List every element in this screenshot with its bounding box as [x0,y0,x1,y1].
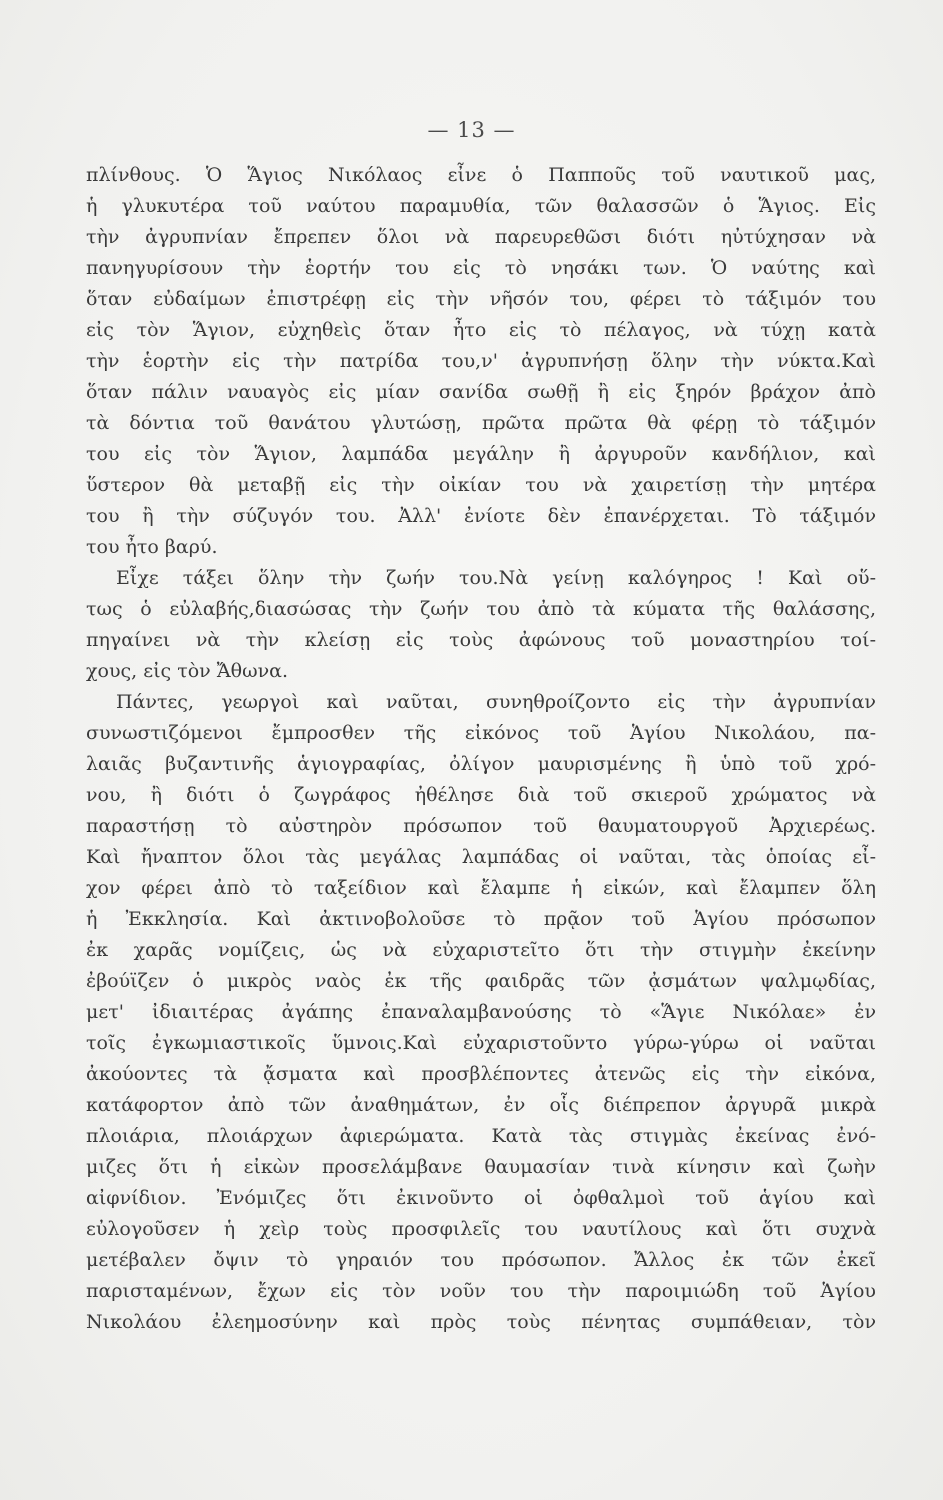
text-line: ἐκ χαρᾶς νομίζεις, ὡς νὰ εὐχαριστεῖτο ὅτι τὴν στιγμὴν ἐκείνην [86,939,876,961]
paragraph-1 [86,160,876,563]
text-line: τὴν ἑορτὴν εἰς τὴν πατρίδα του,ν' ἀγρυπνήσῃ ὅλην τὴν νύκτα.Καὶ [86,350,876,372]
text-line: Καὶ ἤναπτον ὅλοι τὰς μεγάλας λαμπάδας οἱ ναῦται, τὰς ὁποίας εἶ- [86,846,876,868]
text-line: μετέβαλεν ὄψιν τὸ γηραιόν του πρόσωπον. Ἄλλος ἐκ τῶν ἐκεῖ [86,1249,876,1271]
text-line: πηγαίνει νὰ τὴν κλείσῃ εἰς τοὺς ἀφώνους τοῦ μοναστηρίου τοί- [86,629,876,651]
text-line: εὐλογοῦσεν ἡ χεὶρ τοὺς προσφιλεῖς του ναυτίλους καὶ ὅτι συχνὰ [86,1218,876,1240]
text-line: ἡ γλυκυτέρα τοῦ ναύτου παραμυθία, τῶν θαλασσῶν ὁ Ἅγιος. Εἰς [86,195,876,217]
text-line: ὅταν εὐδαίμων ἐπιστρέφῃ εἰς τὴν νῆσόν του, φέρει τὸ τάξιμόν του [86,288,876,310]
text-line: πλοιάρια, πλοιάρχων ἀφιερώματα. Κατὰ τὰς στιγμὰς ἐκείνας ἐνό- [86,1125,876,1147]
text-line: αἰφνίδιον. Ἐνόμιζες ὅτι ἐκινοῦντο οἱ ὀφθαλμοὶ τοῦ ἁγίου καὶ [86,1187,876,1209]
text-line: Νικολάου ἐλεημοσύνην καὶ πρὸς τοὺς πένητας συμπάθειαν, τὸν [86,1311,876,1333]
text-line: Εἶχε τάξει ὅλην τὴν ζωήν του.Νὰ γείνῃ καλόγηρος ! Καὶ οὕ- [116,567,876,589]
text-line: νου, ἢ διότι ὁ ζωγράφος ἠθέλησε διὰ τοῦ σκιεροῦ χρώματος νὰ [86,784,876,806]
text-line: ἐβούϊζεν ὁ μικρὸς ναὸς ἐκ τῆς φαιδρᾶς τῶν ᾀσμάτων ψαλμῳδίας, [86,970,876,992]
text-line: ὕστερον θὰ μεταβῇ εἰς τὴν οἰκίαν του νὰ χαιρετίσῃ τὴν μητέρα [86,474,876,496]
text-line: ἡ Ἐκκλησία. Καὶ ἀκτινοβολοῦσε τὸ πρᾷον τοῦ Ἁγίου πρόσωπον [86,908,876,930]
paragraph-3 [86,687,876,1338]
text-line: παραστήσῃ τὸ αὐστηρὸν πρόσωπον τοῦ θαυματουργοῦ Ἀρχιερέως. [86,815,876,837]
text-line: τοῖς ἐγκωμιαστικοῖς ὕμνοις.Καὶ εὐχαριστοῦντο γύρω-γύρω οἱ ναῦται [86,1032,876,1054]
text-line: πλίνθους. Ὁ Ἅγιος Νικόλαος εἶνε ὁ Παπποῦς τοῦ ναυτικοῦ μας, [86,164,876,186]
text-line: τὴν ἀγρυπνίαν ἔπρεπεν ὅλοι νὰ παρευρεθῶσι διότι ηὐτύχησαν νὰ [86,226,876,248]
text-line: ὅταν πάλιν ναυαγὸς εἰς μίαν σανίδα σωθῇ ἢ εἰς ξηρόν βράχον ἀπὸ [86,381,876,403]
text-line: χους, εἰς τὸν Ἄθωνα. [86,660,289,682]
text-line: λαιᾶς βυζαντινῆς ἁγιογραφίας, ὀλίγον μαυρισμένης ἢ ὑπὸ τοῦ χρό- [86,753,876,775]
text-line: ἀκούοντες τὰ ᾄσματα καὶ προσβλέποντες ἀτενῶς εἰς τὴν εἰκόνα, [86,1063,876,1085]
page-number: — 13 — [427,118,516,142]
text-line: κατάφορτον ἀπὸ τῶν ἀναθημάτων, ἐν οἷς διέπρεπον ἀργυρᾶ μικρὰ [86,1094,876,1116]
text-line: πανηγυρίσουν τὴν ἑορτήν του εἰς τὸ νησάκι των. Ὁ ναύτης καὶ [86,257,876,279]
body-text [86,160,876,1338]
text-line: τως ὁ εὐλαβής,διασώσας τὴν ζωήν του ἀπὸ τὰ κύματα τῆς θαλάσσης, [86,598,876,620]
text-line: χον φέρει ἀπὸ τὸ ταξείδιον καὶ ἔλαμπε ἡ εἰκών, καὶ ἔλαμπεν ὅλη [86,877,876,899]
paragraph-2 [86,563,876,687]
text-line: μετ' ἰδιαιτέρας ἀγάπης ἐπαναλαμβανούσης τὸ «Ἅγιε Νικόλαε» ἐν [86,1001,876,1023]
text-line: του ἢ τὴν σύζυγόν του. Ἀλλ' ἐνίοτε δὲν ἐπανέρχεται. Τὸ τάξιμόν [86,505,876,527]
text-line: του εἰς τὸν Ἅγιον, λαμπάδα μεγάλην ἢ ἀργυροῦν κανδήλιον, καὶ [86,443,876,465]
text-line: εἰς τὸν Ἅγιον, εὐχηθεὶς ὅταν ἦτο εἰς τὸ πέλαγος, νὰ τύχῃ κατὰ [86,319,876,341]
text-line: συνωστιζόμενοι ἔμπροσθεν τῆς εἰκόνος τοῦ Ἁγίου Νικολάου, πα- [86,722,876,744]
text-line: του ἦτο βαρύ. [86,536,218,558]
text-line: τὰ δόντια τοῦ θανάτου γλυτώσῃ, πρῶτα πρῶτα θὰ φέρῃ τὸ τάξιμόν [86,412,876,434]
text-line: παρισταμένων, ἔχων εἰς τὸν νοῦν του τὴν παροιμιώδη τοῦ Ἁγίου [86,1280,876,1302]
text-line: μιζες ὅτι ἡ εἰκὼν προσελάμβανε θαυμασίαν τινὰ κίνησιν καὶ ζωὴν [86,1156,876,1178]
text-line: Πάντες, γεωργοὶ καὶ ναῦται, συνηθροίζοντο εἰς τὴν ἀγρυπνίαν [116,691,876,713]
